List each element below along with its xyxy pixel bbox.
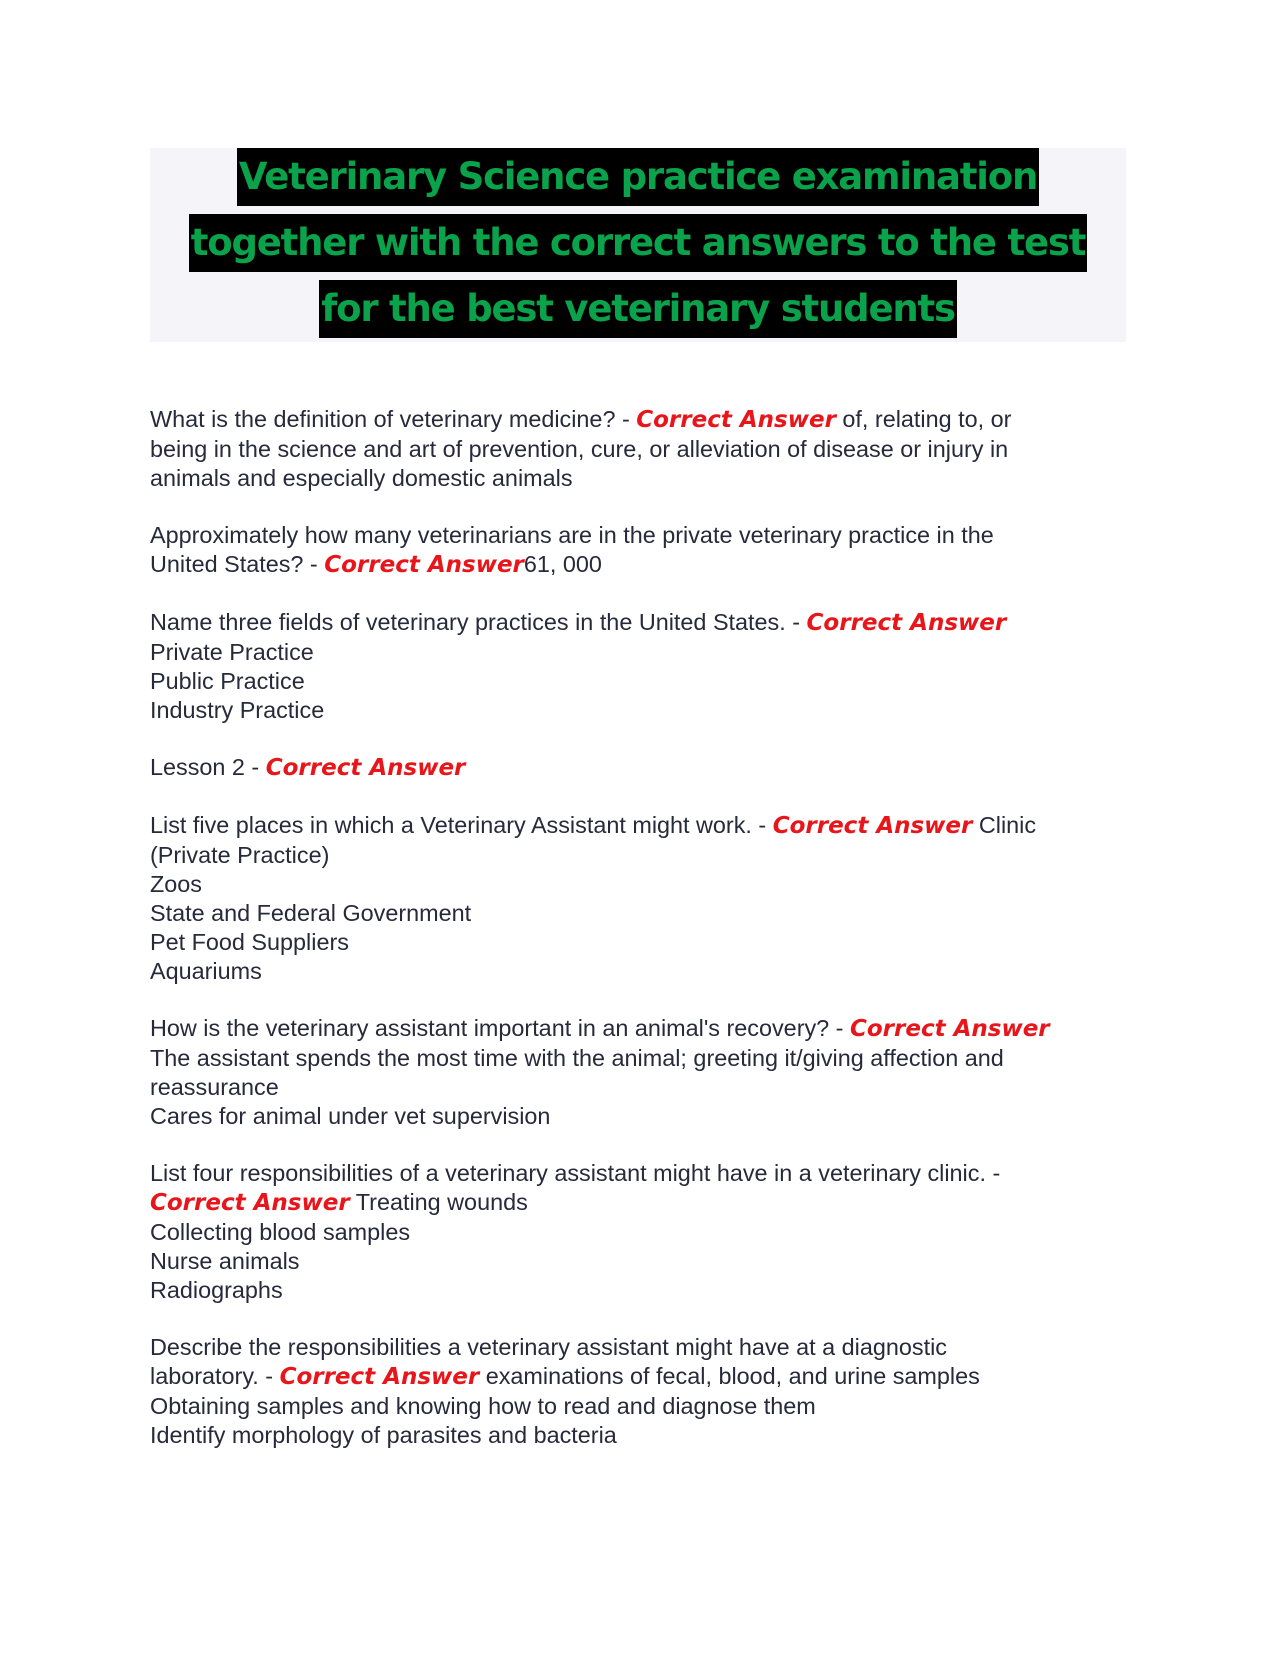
- answer-line: Identify morphology of parasites and bacteria: [150, 1422, 617, 1448]
- question-text: Approximately how many veterinarians are in the private veterinary practice in the: [150, 522, 994, 548]
- question-text: Describe the responsibilities a veterinary assistant might have at a diagnostic: [150, 1334, 947, 1360]
- title-banner: [150, 148, 1126, 342]
- title-line-1: Veterinary Science practice examination: [237, 148, 1039, 206]
- question-line: [150, 608, 1120, 638]
- answer-line: Pet Food Suppliers: [150, 929, 349, 955]
- question-line: [150, 405, 1120, 435]
- answer-line: Cares for animal under vet supervision: [150, 1103, 551, 1129]
- question-text: What is the definition of veterinary medicine? -: [150, 406, 637, 432]
- answer-text: Treating wounds: [349, 1189, 528, 1215]
- answer-line: Private Practice: [150, 639, 314, 665]
- answer-line: Collecting blood samples: [150, 1219, 411, 1245]
- question-line: [150, 521, 1120, 550]
- question-text: Name three fields of veterinary practices in the United States. -: [150, 609, 807, 635]
- question-line: [150, 1014, 1120, 1044]
- question-line: [150, 753, 1120, 783]
- answer-line: reassurance: [150, 1074, 279, 1100]
- question-text: laboratory. -: [150, 1363, 280, 1389]
- qa-item: [150, 1159, 1120, 1305]
- answer-line: Obtaining samples and knowing how to read and diagnose them: [150, 1393, 816, 1419]
- question-line: [150, 1333, 1120, 1362]
- question-text: List five places in which a Veterinary Assistant might work. -: [150, 812, 773, 838]
- title-line-3: for the best veterinary students: [319, 280, 957, 338]
- answer-text: 61, 000: [523, 551, 602, 577]
- qa-item: [150, 753, 1120, 783]
- answer-line: (Private Practice): [150, 842, 330, 868]
- answer-line: animals and especially domestic animals: [150, 465, 573, 491]
- answer-line: Nurse animals: [150, 1248, 300, 1274]
- question-text: List four responsibilities of a veterinary assistant might have in a veterinary clinic. -: [150, 1160, 1001, 1186]
- answer-line: Zoos: [150, 871, 203, 897]
- qa-item: [150, 405, 1120, 493]
- correct-answer-label: Correct Answer: [849, 1016, 1050, 1042]
- title-line-2: together with the correct answers to the test: [189, 214, 1087, 272]
- correct-answer-label: Correct Answer: [150, 1190, 350, 1216]
- answer-text: Clinic: [972, 812, 1037, 838]
- question-text: Lesson 2 -: [150, 754, 266, 780]
- qa-list: [150, 405, 1120, 1478]
- qa-item: [150, 608, 1120, 725]
- correct-answer-label: Correct Answer: [324, 552, 524, 578]
- answer-line: Radiographs: [150, 1277, 283, 1303]
- correct-answer-label: Correct Answer: [772, 813, 973, 839]
- answer-text: examinations of fecal, blood, and urine samples: [479, 1363, 980, 1389]
- question-text: How is the veterinary assistant important in an animal's recovery? -: [150, 1015, 850, 1041]
- qa-item: [150, 811, 1120, 986]
- answer-line: State and Federal Government: [150, 900, 472, 926]
- question-text: United States? -: [150, 551, 325, 577]
- qa-item: [150, 521, 1120, 580]
- answer-line: being in the science and art of prevention, cure, or alleviation of disease or injury in: [150, 436, 1009, 462]
- answer-line: Aquariums: [150, 958, 262, 984]
- question-line: [150, 1188, 1120, 1218]
- correct-answer-label: Correct Answer: [279, 1364, 480, 1390]
- answer-line: Industry Practice: [150, 697, 325, 723]
- question-line: [150, 811, 1120, 841]
- correct-answer-label: Correct Answer: [636, 407, 836, 433]
- answer-line: The assistant spends the most time with the animal; greeting it/giving affection and: [150, 1045, 1004, 1071]
- correct-answer-label: Correct Answer: [806, 610, 1007, 636]
- qa-item: [150, 1014, 1120, 1131]
- question-line: [150, 1159, 1120, 1188]
- answer-line: Public Practice: [150, 668, 305, 694]
- qa-item: [150, 1333, 1120, 1450]
- question-line: [150, 550, 1120, 580]
- question-line: [150, 1362, 1120, 1392]
- correct-answer-label: Correct Answer: [265, 755, 466, 781]
- answer-text: of, relating to, or: [835, 406, 1012, 432]
